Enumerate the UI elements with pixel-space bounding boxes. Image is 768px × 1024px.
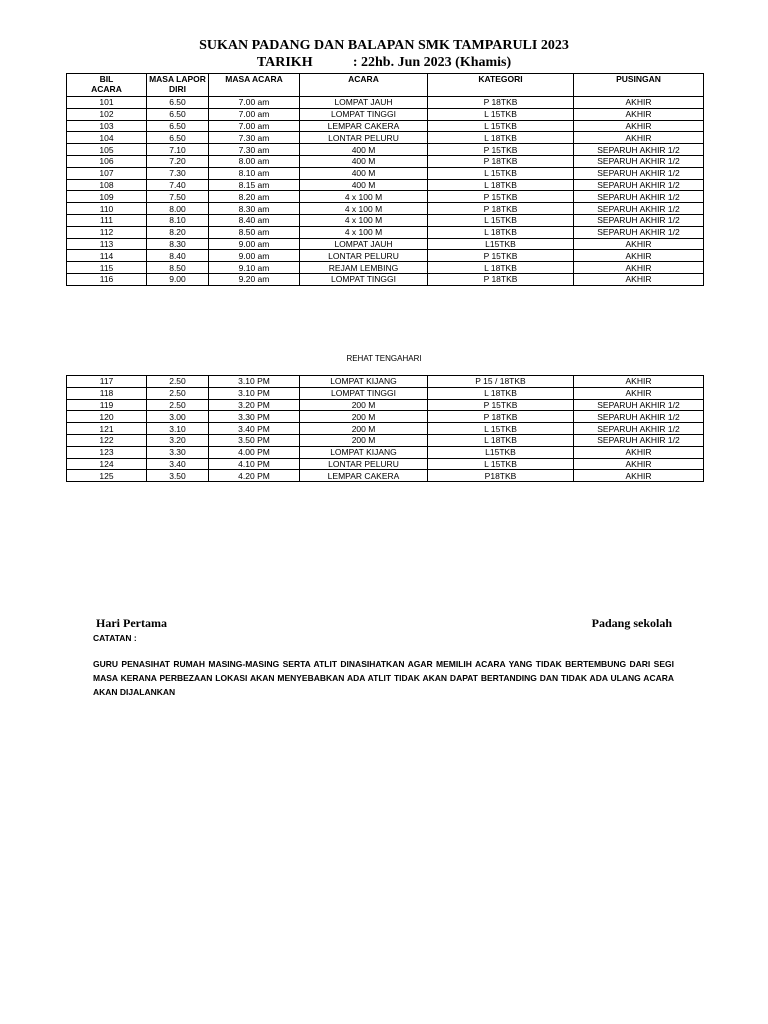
table-cell: 7.10 — [147, 144, 209, 156]
table-cell: 4 x 100 M — [300, 203, 428, 215]
column-header-line1: PUSINGAN — [616, 74, 661, 84]
table-cell: 115 — [67, 262, 147, 274]
table-row — [67, 376, 704, 388]
table-cell: 7.30 am — [209, 132, 300, 144]
table-cell: 3.50 — [147, 470, 209, 482]
table-cell: AKHIR — [574, 387, 704, 399]
table-row — [67, 214, 704, 226]
table-cell: 9.00 am — [209, 250, 300, 262]
table-cell: 7.50 — [147, 191, 209, 203]
table-cell: L 15TKB — [428, 214, 574, 226]
table-cell: 3.20 PM — [209, 399, 300, 411]
table-cell: AKHIR — [574, 238, 704, 250]
date-line — [0, 55, 768, 71]
table-cell: P18TKB — [428, 470, 574, 482]
table-cell: 200 M — [300, 411, 428, 423]
table-cell: 400 M — [300, 179, 428, 191]
table-cell: 105 — [67, 144, 147, 156]
table-cell: 2.50 — [147, 399, 209, 411]
date-label: TARIKH — [256, 55, 313, 70]
table-cell: 122 — [67, 434, 147, 446]
column-header-line2: DIRI — [169, 84, 186, 94]
table-cell: 2.50 — [147, 387, 209, 399]
table-cell: AKHIR — [574, 376, 704, 388]
column-header — [574, 74, 704, 97]
table-cell: L 18TKB — [428, 226, 574, 238]
table-cell: REJAM LEMBING — [300, 262, 428, 274]
table-cell: SEPARUH AKHIR 1/2 — [574, 155, 704, 167]
column-header — [209, 74, 300, 97]
table-cell: SEPARUH AKHIR 1/2 — [574, 399, 704, 411]
table-cell: P 18TKB — [428, 411, 574, 423]
table-row — [67, 262, 704, 274]
table-cell: SEPARUH AKHIR 1/2 — [574, 203, 704, 215]
table-row — [67, 411, 704, 423]
table-row — [67, 423, 704, 435]
table-cell: 125 — [67, 470, 147, 482]
table-cell: 3.50 PM — [209, 434, 300, 446]
table-cell: 3.10 PM — [209, 376, 300, 388]
table-cell: 107 — [67, 167, 147, 179]
table-cell: AKHIR — [574, 273, 704, 285]
table-cell: LOMPAT JAUH — [300, 97, 428, 109]
table-cell: 6.50 — [147, 120, 209, 132]
table-cell: 4.00 PM — [209, 446, 300, 458]
table-cell: 7.20 — [147, 155, 209, 167]
table-cell: 109 — [67, 191, 147, 203]
table-row — [67, 446, 704, 458]
table-cell: 8.30 am — [209, 203, 300, 215]
table-cell: LOMPAT TINGGI — [300, 273, 428, 285]
table-cell: SEPARUH AKHIR 1/2 — [574, 191, 704, 203]
column-header-line1: KATEGORI — [478, 74, 523, 84]
table-cell: 6.50 — [147, 132, 209, 144]
table-cell: 112 — [67, 226, 147, 238]
table-cell: 124 — [67, 458, 147, 470]
table-cell: 400 M — [300, 167, 428, 179]
table-cell: 9.20 am — [209, 273, 300, 285]
table-row — [67, 458, 704, 470]
table-row — [67, 226, 704, 238]
table-cell: P 18TKB — [428, 203, 574, 215]
table-cell: 9.00 am — [209, 238, 300, 250]
table-cell: 7.00 am — [209, 97, 300, 109]
table-cell: P 18TKB — [428, 155, 574, 167]
table-cell: 8.50 am — [209, 226, 300, 238]
table-row — [67, 132, 704, 144]
afternoon-rows — [67, 376, 704, 482]
table-cell: L 18TKB — [428, 262, 574, 274]
table-row — [67, 470, 704, 482]
table-cell: L 18TKB — [428, 132, 574, 144]
afternoon-schedule-table — [66, 375, 704, 482]
table-cell: 8.10 am — [209, 167, 300, 179]
table-cell: P 18TKB — [428, 273, 574, 285]
table-cell: 102 — [67, 108, 147, 120]
table-cell: 8.20 — [147, 226, 209, 238]
table-row — [67, 179, 704, 191]
note-label: CATATAN : — [93, 633, 137, 643]
table-cell: SEPARUH AKHIR 1/2 — [574, 144, 704, 156]
table-cell: 9.10 am — [209, 262, 300, 274]
table-cell: 8.40 am — [209, 214, 300, 226]
table-cell: P 18TKB — [428, 97, 574, 109]
column-header — [67, 74, 147, 97]
break-label: REHAT TENGAHARI — [346, 354, 422, 363]
table-cell: 8.30 — [147, 238, 209, 250]
table-cell: 120 — [67, 411, 147, 423]
table-cell: LOMPAT KIJANG — [300, 376, 428, 388]
table-cell: 108 — [67, 179, 147, 191]
table-cell: 3.30 — [147, 446, 209, 458]
table-cell: L 15TKB — [428, 167, 574, 179]
table-cell: 118 — [67, 387, 147, 399]
table-cell: 106 — [67, 155, 147, 167]
table-cell: P 15TKB — [428, 144, 574, 156]
table-cell: L 15TKB — [428, 423, 574, 435]
table-cell: 8.50 — [147, 262, 209, 274]
table-cell: LONTAR PELURU — [300, 250, 428, 262]
table-cell: AKHIR — [574, 108, 704, 120]
table-row — [67, 387, 704, 399]
table-cell: 7.00 am — [209, 108, 300, 120]
table-row — [67, 273, 704, 285]
table-cell: LEMPAR CAKERA — [300, 120, 428, 132]
table-cell: LONTAR PELURU — [300, 458, 428, 470]
venue-label: Padang sekolah — [591, 616, 672, 630]
column-header-line1: MASA LAPOR — [149, 74, 206, 84]
table-cell: 3.10 — [147, 423, 209, 435]
table-cell: 7.30 am — [209, 144, 300, 156]
table-row — [67, 120, 704, 132]
note-text: GURU PENASIHAT RUMAH MASING-MASING SERTA ATLIT DINASIHATKAN AGAR MEMILIH ACARA YANG TIDAK BERTEMBUNG DARI SEGI MASA KERANA PERBEZAAN LOKASI AKAN MENYEBABKAN ADA ATLIT TIDAK AKAN DAPAT BERTANDING DAN TIDAK ADA ULANG ACARA AKAN DIJALANKAN — [93, 659, 674, 697]
table-row — [67, 250, 704, 262]
table-cell: 111 — [67, 214, 147, 226]
table-header-row — [67, 74, 704, 97]
table-cell: L 18TKB — [428, 434, 574, 446]
table-cell: LEMPAR CAKERA — [300, 470, 428, 482]
table-cell: 3.10 PM — [209, 387, 300, 399]
column-header — [428, 74, 574, 97]
table-row — [67, 191, 704, 203]
day-label: Hari Pertama — [96, 616, 167, 630]
table-row — [67, 167, 704, 179]
table-cell: 7.30 — [147, 167, 209, 179]
table-cell: SEPARUH AKHIR 1/2 — [574, 226, 704, 238]
table-cell: 3.30 PM — [209, 411, 300, 423]
table-cell: 400 M — [300, 155, 428, 167]
table-cell: 4 x 100 M — [300, 214, 428, 226]
table-cell: AKHIR — [574, 120, 704, 132]
table-cell: L15TKB — [428, 238, 574, 250]
table-cell: 6.50 — [147, 108, 209, 120]
table-cell: 4.10 PM — [209, 458, 300, 470]
table-row — [67, 238, 704, 250]
table-cell: LOMPAT TINGGI — [300, 387, 428, 399]
table-cell: SEPARUH AKHIR 1/2 — [574, 214, 704, 226]
table-cell: L 18TKB — [428, 387, 574, 399]
column-header — [300, 74, 428, 97]
table-cell: AKHIR — [574, 470, 704, 482]
table-cell: L 15TKB — [428, 108, 574, 120]
table-cell: AKHIR — [574, 262, 704, 274]
table-cell: 7.00 am — [209, 120, 300, 132]
table-cell: 104 — [67, 132, 147, 144]
column-header-line1: MASA ACARA — [225, 74, 283, 84]
table-cell: LOMPAT KIJANG — [300, 446, 428, 458]
table-cell: 3.20 — [147, 434, 209, 446]
table-cell: AKHIR — [574, 132, 704, 144]
table-cell: 121 — [67, 423, 147, 435]
table-cell: P 15TKB — [428, 399, 574, 411]
table-cell: 8.00 am — [209, 155, 300, 167]
table-cell: AKHIR — [574, 458, 704, 470]
table-cell: 103 — [67, 120, 147, 132]
table-cell: 2.50 — [147, 376, 209, 388]
morning-schedule-table — [66, 73, 704, 286]
table-cell: LOMPAT TINGGI — [300, 108, 428, 120]
table-cell: 123 — [67, 446, 147, 458]
table-cell: 119 — [67, 399, 147, 411]
table-cell: 200 M — [300, 434, 428, 446]
table-row — [67, 434, 704, 446]
table-cell: 9.00 — [147, 273, 209, 285]
table-cell: SEPARUH AKHIR 1/2 — [574, 434, 704, 446]
table-row — [67, 144, 704, 156]
table-row — [67, 108, 704, 120]
table-cell: 8.20 am — [209, 191, 300, 203]
table-row — [67, 399, 704, 411]
table-cell: 400 M — [300, 144, 428, 156]
table-cell: AKHIR — [574, 446, 704, 458]
table-cell: AKHIR — [574, 97, 704, 109]
table-cell: P 15TKB — [428, 191, 574, 203]
table-cell: SEPARUH AKHIR 1/2 — [574, 423, 704, 435]
table-cell: L15TKB — [428, 446, 574, 458]
table-row — [67, 203, 704, 215]
column-header-line1: BIL — [99, 74, 114, 84]
table-cell: 200 M — [300, 423, 428, 435]
table-cell: P 15 / 18TKB — [428, 376, 574, 388]
table-cell: 6.50 — [147, 97, 209, 109]
table-cell: 114 — [67, 250, 147, 262]
table-cell: 200 M — [300, 399, 428, 411]
table-cell: 3.00 — [147, 411, 209, 423]
table-cell: LONTAR PELURU — [300, 132, 428, 144]
table-cell: 4 x 100 M — [300, 191, 428, 203]
table-cell: SEPARUH AKHIR 1/2 — [574, 179, 704, 191]
table-row — [67, 97, 704, 109]
table-row — [67, 155, 704, 167]
table-cell: 101 — [67, 97, 147, 109]
table-cell: L 15TKB — [428, 458, 574, 470]
table-cell: SEPARUH AKHIR 1/2 — [574, 411, 704, 423]
morning-rows — [67, 97, 704, 286]
table-cell: 117 — [67, 376, 147, 388]
table-cell: SEPARUH AKHIR 1/2 — [574, 167, 704, 179]
table-cell: 116 — [67, 273, 147, 285]
table-cell: 4 x 100 M — [300, 226, 428, 238]
table-cell: 113 — [67, 238, 147, 250]
column-header — [147, 74, 209, 97]
table-cell: LOMPAT JAUH — [300, 238, 428, 250]
table-cell: L 18TKB — [428, 179, 574, 191]
table-cell: AKHIR — [574, 250, 704, 262]
table-cell: 8.00 — [147, 203, 209, 215]
document-title: SUKAN PADANG DAN BALAPAN SMK TAMPARULI 2023 — [199, 38, 569, 53]
table-cell: P 15TKB — [428, 250, 574, 262]
table-cell: L 15TKB — [428, 120, 574, 132]
column-header-line1: ACARA — [348, 74, 379, 84]
column-header-line2: ACARA — [91, 84, 122, 94]
table-cell: 8.10 — [147, 214, 209, 226]
table-cell: 3.40 PM — [209, 423, 300, 435]
date-value: : 22hb. Jun 2023 (Khamis) — [352, 55, 512, 70]
table-cell: 8.15 am — [209, 179, 300, 191]
table-cell: 4.20 PM — [209, 470, 300, 482]
table-cell: 8.40 — [147, 250, 209, 262]
table-cell: 110 — [67, 203, 147, 215]
table-cell: 3.40 — [147, 458, 209, 470]
table-cell: 7.40 — [147, 179, 209, 191]
